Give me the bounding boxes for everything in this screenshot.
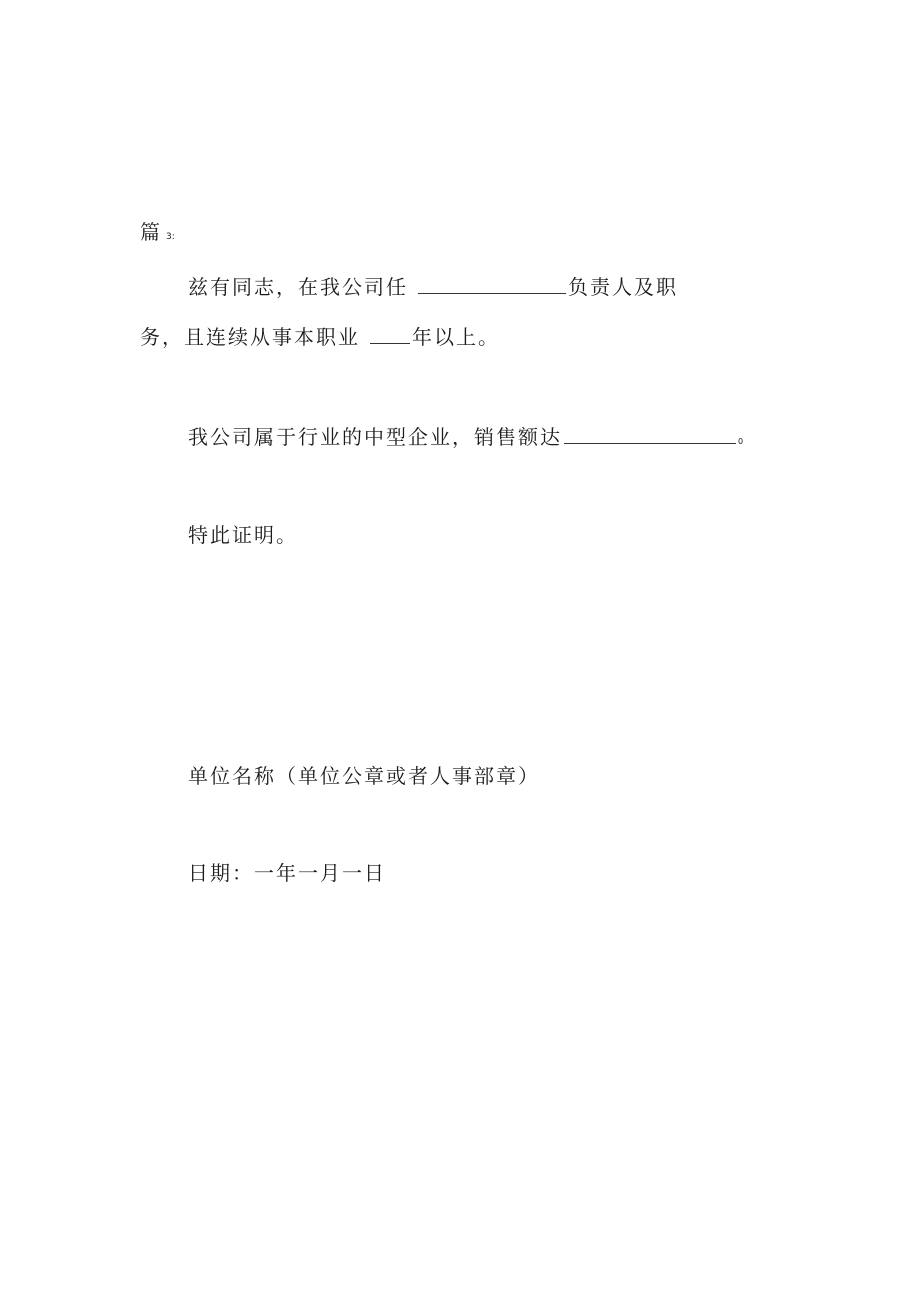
heading-text: 篇 [140,220,162,244]
p1-line2-after: 年以上。 [412,325,500,349]
years-blank[interactable] [370,323,410,344]
p2-trail: 0 [738,437,744,446]
certify-statement: 特此证明。 [188,523,298,547]
paragraph-2 [188,423,743,456]
paragraph-1-line-1 [188,273,678,301]
p1-line1-after: 负责人及职 [568,275,678,299]
unit-name-line: 单位名称（单位公章或者人事部章） [188,764,540,788]
heading-suffix: 3: [166,232,175,242]
paragraph-1-line-2 [140,323,500,351]
p1-line2-before: 务，且连续从事本职业 [140,325,360,349]
section-heading [140,218,175,251]
p2-before: 我公司属于行业的中型企业，销售额达 [188,425,562,449]
position-blank[interactable] [418,273,566,294]
sales-blank[interactable] [564,423,736,444]
p1-line1-before: 兹有同志，在我公司任 [188,275,408,299]
date-line: 日期：一年一月一日 [188,861,386,885]
